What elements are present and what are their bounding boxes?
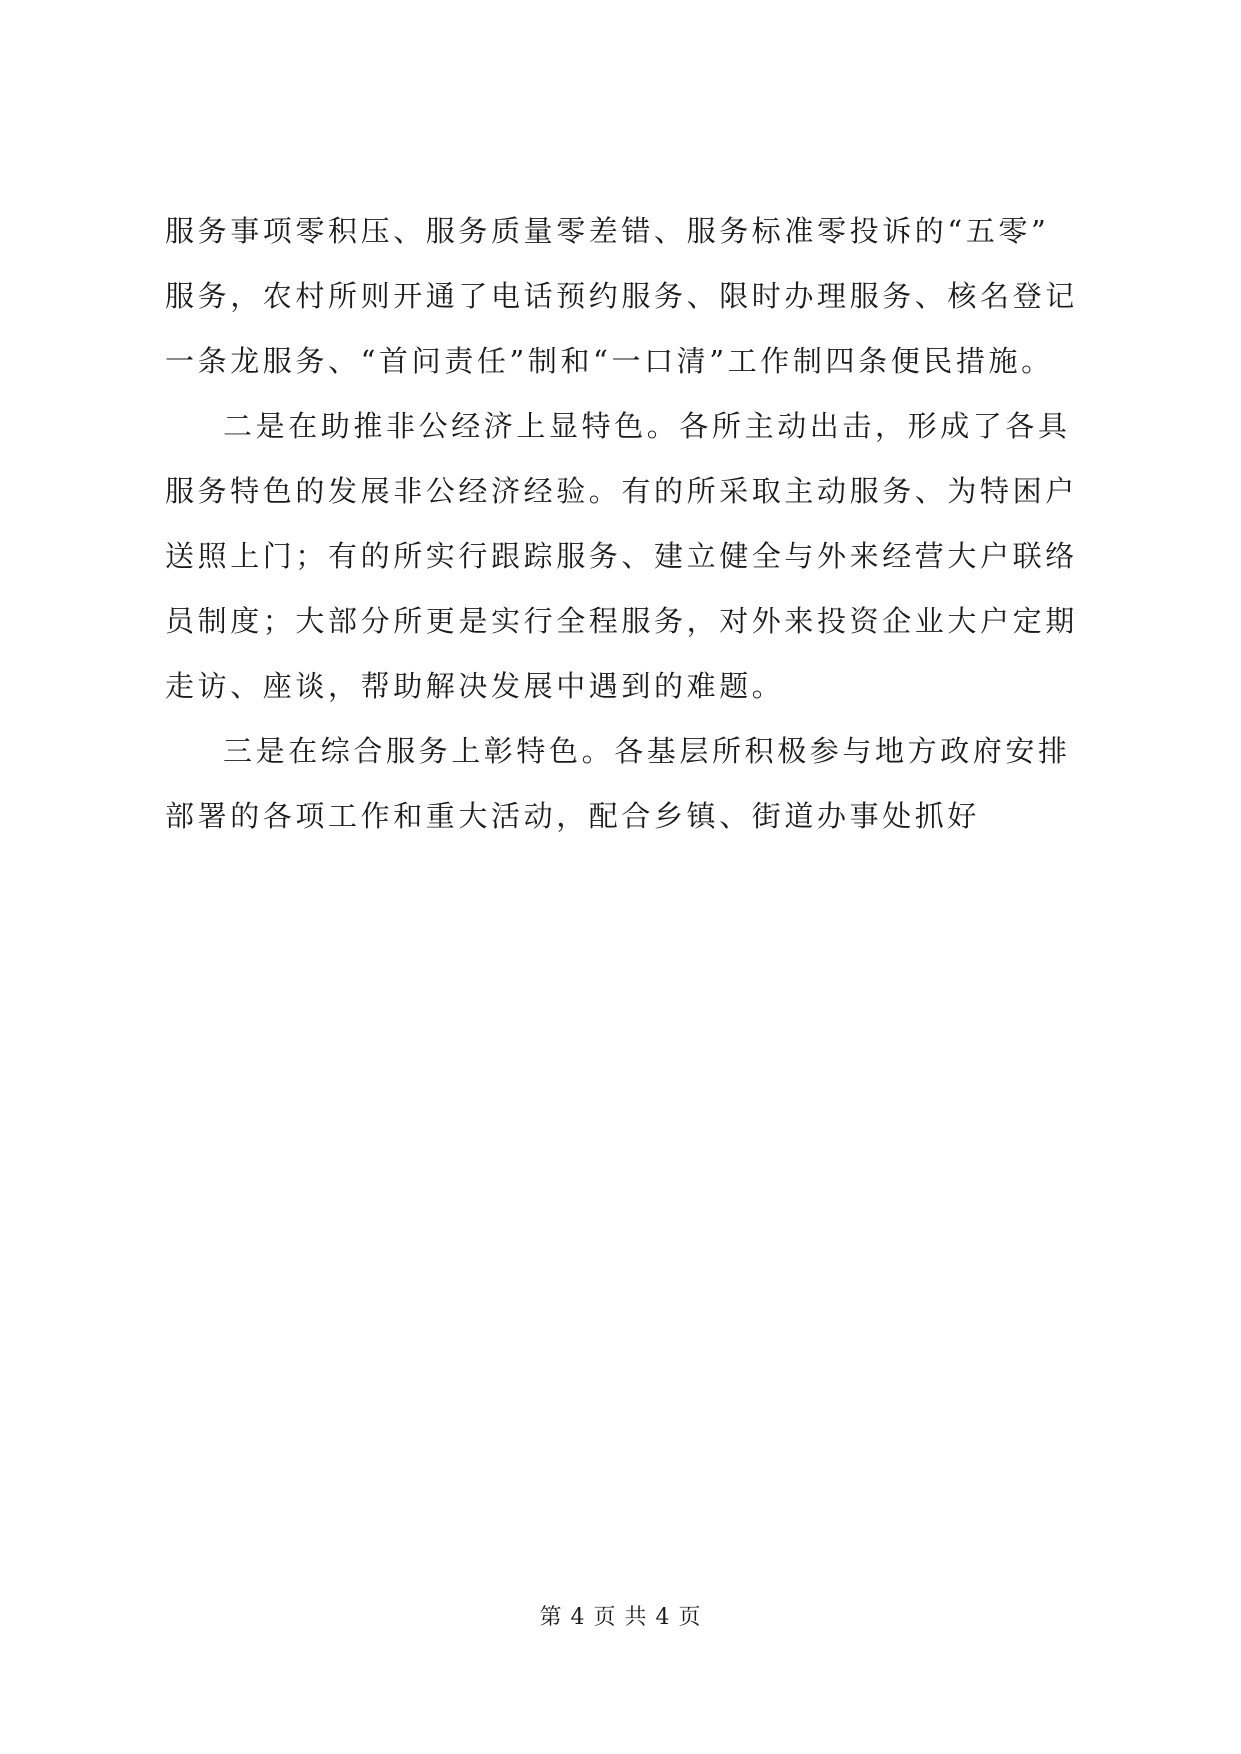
paragraph-line-3: 一条龙服务、“首问责任”制和“一口清”工作制四条便民措施。: [165, 344, 1054, 378]
paragraph-line-5: 服务特色的发展非公经济经验。有的所采取主动服务、为特困户: [165, 474, 1078, 508]
paragraph-line-2: 服务，农村所则开通了电话预约服务、限时办理服务、核名登记: [165, 279, 1078, 313]
paragraph-line-9: 三是在综合服务上彰特色。各基层所积极参与地方政府安排: [223, 734, 1071, 768]
paragraph-line-4: 二是在助推非公经济上显特色。各所主动出击，形成了各具: [223, 409, 1071, 443]
page-number-footer: 第 4 页 共 4 页: [539, 1605, 702, 1630]
paragraph-line-1: 服务事项零积压、服务质量零差错、服务标准零投诉的“五零”: [165, 214, 1050, 248]
paragraph-line-10: 部署的各项工作和重大活动，配合乡镇、街道办事处抓好: [165, 799, 981, 833]
paragraph-line-8: 走访、座谈，帮助解决发展中遇到的难题。: [165, 669, 785, 703]
paragraph-line-7: 员制度；大部分所更是实行全程服务，对外来投资企业大户定期: [165, 604, 1078, 638]
paragraph-line-6: 送照上门；有的所实行跟踪服务、建立健全与外来经营大户联络: [165, 539, 1078, 573]
